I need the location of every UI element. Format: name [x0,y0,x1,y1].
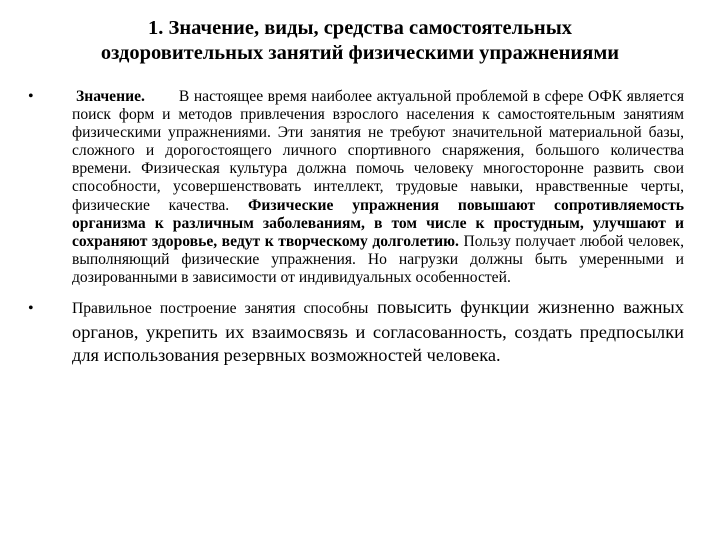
title-line-1: 1. Значение, виды, средства самостоятельных [148,17,572,39]
bullet-lead-label: Значение. [76,88,145,105]
slide-title [40,16,680,66]
bullet-marker: • [28,300,34,318]
bullet-text-large: повысить функции жизненно важных органов, укрепить их взаимосвязь и согласованность, создать предпосылки для использования резервных возможностей человека. [72,297,684,366]
bullet-item-structure [28,296,684,368]
bullet-item-meaning [28,88,684,287]
title-line-2: оздоровительных занятий физическими упражнениями [100,42,620,64]
bullet-text-intro: В настоящее время наиболее актуальной проблемой в сфере ОФК является поиск форм и методов привлечения взрослого населения к самостоятельным занятиям физическими упражнениями. Эти занятия не требуют значительной материальной базы, сложного и дорогостоящего личного спортивного снаряжения, большого количества времени. Физическая культура должна помочь человеку многосторонне развить свои способности, усовершенствовать интеллект, трудовые навыки, нравственные черты, физические качества. [72,88,684,214]
bullet-list [28,88,684,368]
bullet-text-small: Правильное построение занятия способны [72,300,369,318]
bullet-marker: • [28,88,34,105]
bullet-text-outro: Пользу получает любой человек, выполняющий физические упражнения. Но нагрузки должны быть умеренными и дозированными в зависимости от индивидуальных особенностей. [72,232,684,286]
bullet-text-bold: Физические упражнения повышают сопротивляемость организма к различным заболеваниям, в том числе к простудным, улучшают и сохраняют здоровье, ведут к творческому долголетию. [72,196,684,250]
